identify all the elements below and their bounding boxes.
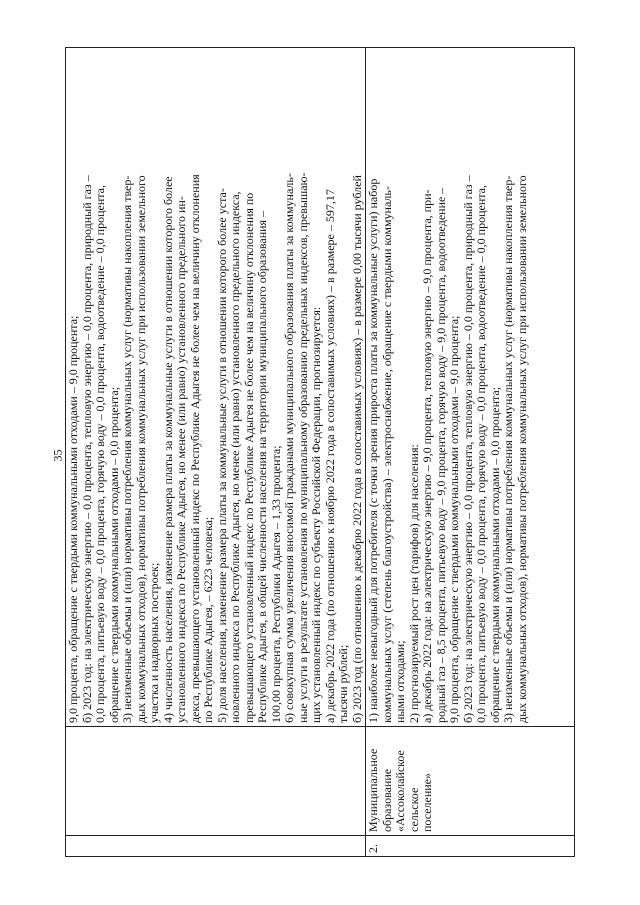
table-row [66, 48, 366, 857]
text-line: участка и надворных построек; [147, 562, 161, 723]
text-line: 1) наиболее невыгодный для потребителя (с точки зрения прироста платы за коммунальные услуги) набор [366, 178, 380, 723]
text-line: дых коммунальных отходов), нормативы потребления коммунальных услуг при использовании земельного [514, 175, 529, 723]
indices-table [65, 47, 575, 857]
text-line: родный газ – 8,5 процента, питьевую воду – 9,0 процента, горячую воду – 9,0 процента, водоотведение – [433, 187, 448, 723]
text-line: 6) совокупная сумма увеличения вносимой гражданами муниципального образования платы за коммуналь- [282, 173, 296, 723]
rotated-page [65, 47, 575, 857]
text-line: б) 2023 год: на электрическую энергию – 0,0 процента, тепловую энергию – 0,0 процента, природный газ – [460, 175, 475, 723]
municipality-cell: Муниципальное образование «Ассоколайское сельское поселение» [366, 727, 575, 836]
text-line: ными отходами; [393, 640, 407, 723]
text-line: а) декабрь 2022 года: на электрическую энергию – 9,0 процента, тепловую энергию – 9,0 процента, при- [420, 189, 434, 723]
details-cell [66, 48, 366, 727]
text-line: тысячи рублей; [336, 644, 350, 723]
text-line: щих установленный индекс по субъекту Российской Федерации, прогнозируется: [309, 306, 323, 723]
municipality-cell [66, 727, 366, 836]
text-line: 3) неизменные объемы и (или) нормативы потребления коммунальных услуг (нормативы накопления твер- [120, 175, 134, 723]
text-line: 3) неизменные объемы и (или) нормативы потребления коммунальных услуг (нормативы накопления твер- [501, 175, 515, 723]
text-line: 0,0 процента, питьевую воду – 0,0 процента, горячую воду – 0,0 процента, водоотведение – 0,0 процента, [93, 185, 107, 723]
table-row [366, 48, 575, 857]
text-line: обращение с твердыми коммунальными отходами – 0,0 процента; [487, 386, 502, 723]
row-number-cell: 2. [366, 836, 575, 857]
text-line: Республике Адыгея, в общей численности населения на территории муниципального образования – [255, 210, 269, 723]
text-line: превышающего установленный индекс по Республике Адыгея не более чем на величину отклонения по [241, 192, 256, 723]
text-line: б) 2023 год: на электрическую энергию – 0,0 процента, тепловую энергию – 0,0 процента, природный газ – [79, 175, 94, 723]
text-line: 5) доля населения, изменение размера платы за коммунальные услуги в отношении которого более уста- [214, 188, 229, 723]
text-line: 100,00 процента, Республики Адыгея – 1,33 процента; [268, 445, 283, 723]
text-line: по Республике Адыгея, – 6223 человека; [201, 516, 215, 723]
text-line: ные услуги в результате установления по муниципальному образованию предельных индексов, превышаю- [295, 172, 310, 723]
page-number: 35 [50, 449, 65, 462]
row-number-cell [66, 836, 366, 857]
text-line: коммунальных услуг (степень благоустройства) – электроснабжение, обращение с твердыми коммуналь- [379, 186, 394, 723]
details-cell [366, 48, 575, 727]
text-line: 9,0 процента, обращение с твердыми коммунальными отходами – 9,0 процента; [447, 315, 461, 723]
text-line: б) 2023 год (по отношению к декабрю 2022 года в сопоставимых условиях) – в размере 0,00 тысячи рублей [349, 175, 364, 723]
text-line: декса, превышающего установленный индекс по Республике Адыгея не более чем на величину отклонения [187, 174, 202, 723]
text-line: 2) прогнозируемый рост цен (тарифов) для населения: [406, 444, 421, 723]
text-line: новленного индекса по Республике Адыгея, но менее (или равно) установленного предельного индекса, [228, 191, 242, 723]
text-line: установленного индекса по Республике Адыгея, но менее (или равно) установленного предельного ин- [174, 196, 188, 723]
text-line: 4) численность населения, изменение размера платы за коммунальные услуги в отношении которого более [160, 176, 175, 723]
text-line: дых коммунальных отходов), нормативы потребления коммунальных услуг при использовании земельного [133, 175, 148, 723]
text-line: а) декабрь 2022 года (по отношению к ноябрю 2022 года в сопоставимых условиях) – в размере – 597,17 [322, 189, 337, 723]
text-line: 0,0 процента, питьевую воду – 0,0 процента, горячую воду – 0,0 процента, водоотведение – 0,0 процента, [474, 185, 488, 723]
text-line: 9,0 процента, обращение с твердыми коммунальными отходами – 9,0 процента; [66, 315, 80, 723]
text-line: обращение с твердыми коммунальными отходами – 0,0 процента; [106, 386, 121, 723]
